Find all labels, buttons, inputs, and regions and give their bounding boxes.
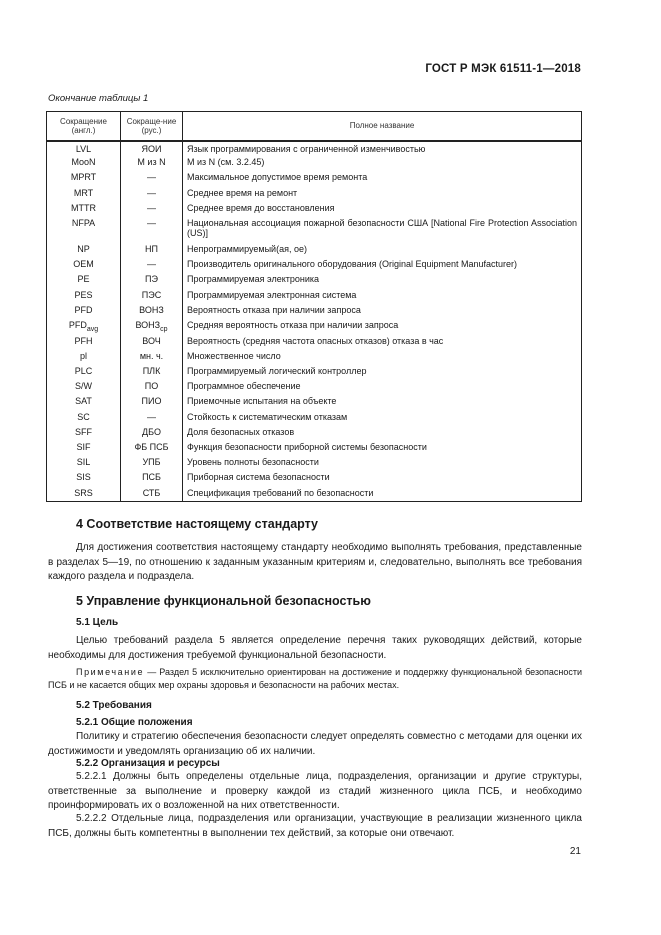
- cell-abbr-ru-text: ПЭС: [141, 289, 162, 300]
- cell-abbr-ru-text: ВОЧ: [142, 335, 161, 346]
- cell-abbr-en-text: PFD: [74, 304, 93, 315]
- header-full-name: Полное название: [183, 112, 582, 142]
- cell-abbr-ru: [121, 395, 183, 410]
- section-5-2-2-2-text: 5.2.2.2 Отдельные лица, подразделения или организации, участвующие в реализации жизненного цикла ПСБ, должны быть компетентны в выполнении тех действий, за которые они отвечают.: [48, 813, 582, 839]
- cell-abbr-en-text: SIS: [76, 472, 91, 483]
- cell-abbr-en-text: SFF: [75, 426, 92, 437]
- cell-abbr-en-subscript: avg: [86, 325, 99, 333]
- cell-abbr-en: [47, 258, 121, 273]
- table-row: [47, 141, 582, 156]
- cell-abbr-en: [47, 171, 121, 186]
- cell-abbr-ru-text: СТБ: [142, 487, 161, 498]
- table-row: [47, 441, 582, 456]
- cell-abbr-en-text: OEM: [73, 259, 94, 270]
- cell-abbr-ru-text: УПБ: [142, 457, 161, 468]
- cell-abbr-ru: [121, 217, 183, 243]
- cell-full-name-text: Множественное число: [187, 350, 281, 361]
- cell-full-name-text: Непрограммируемый(ая, ое): [187, 243, 307, 254]
- cell-abbr-en-text: PES: [74, 289, 93, 300]
- cell-full-name: [183, 304, 582, 319]
- cell-abbr-ru: [121, 365, 183, 380]
- cell-full-name-text: Стойкость к систематическим отказам: [187, 411, 348, 422]
- cell-full-name: [183, 411, 582, 426]
- table-row: [47, 380, 582, 395]
- cell-abbr-en: [47, 350, 121, 365]
- table-row: [47, 426, 582, 441]
- cell-full-name-text: Программное обеспечение: [187, 381, 301, 392]
- cell-full-name: [183, 395, 582, 410]
- section-4-text: Для достижения соответствия настоящему стандарту необходимо выполнять требования, представленные в разделах 5—19, по отношению к заданным указанным критериям и, следовательно, выполнять все требования каждого раздела и подраздела.: [48, 542, 582, 582]
- cell-abbr-ru-text: ПСБ: [142, 472, 161, 483]
- cell-abbr-ru: [121, 187, 183, 202]
- cell-abbr-en-text: SAT: [75, 396, 92, 407]
- cell-abbr-ru-text: —: [147, 202, 156, 213]
- cell-full-name-text: Приборная система безопасности: [187, 472, 330, 483]
- header-abbr-ru: Сокраще-ние (рус.): [121, 112, 183, 142]
- cell-abbr-en-text: S/W: [75, 381, 92, 392]
- cell-full-name-text: Уровень полноты безопасности: [187, 457, 319, 468]
- table-row: [47, 258, 582, 273]
- cell-full-name-text: Спецификация требований по безопасности: [187, 487, 374, 498]
- cell-abbr-en: [47, 380, 121, 395]
- section-5-2-title: 5.2 Требования: [76, 700, 152, 711]
- note-label: Примечание: [76, 667, 145, 677]
- cell-abbr-ru-text: —: [147, 172, 156, 183]
- cell-abbr-en: [47, 156, 121, 171]
- cell-abbr-en: [47, 395, 121, 410]
- cell-full-name: [183, 217, 582, 243]
- table-body: [47, 141, 582, 502]
- cell-full-name-text: Доля безопасных отказов: [187, 426, 295, 437]
- cell-full-name: [183, 258, 582, 273]
- cell-abbr-ru-text: ПЛК: [142, 366, 161, 377]
- cell-abbr-en-text: SC: [77, 411, 90, 422]
- cell-full-name: [183, 273, 582, 288]
- table-row: [47, 304, 582, 319]
- cell-full-name: [183, 487, 582, 502]
- cell-abbr-en-text: PLC: [74, 366, 93, 377]
- cell-full-name: [183, 456, 582, 471]
- cell-full-name-text: Производитель оригинального оборудования (Original Equipment Manufacturer): [187, 259, 518, 270]
- cell-full-name: [183, 319, 582, 335]
- cell-abbr-ru: [121, 350, 183, 365]
- cell-abbr-ru-text: ВОНЗ: [139, 304, 164, 315]
- table-row: [47, 273, 582, 288]
- cell-abbr-ru: [121, 304, 183, 319]
- cell-abbr-en: [47, 411, 121, 426]
- cell-full-name-text: M из N (см. 3.2.45): [187, 157, 265, 168]
- cell-abbr-en: [47, 141, 121, 156]
- cell-abbr-ru-text: мн. ч.: [139, 350, 164, 361]
- table-row: [47, 365, 582, 380]
- cell-full-name-text: Вероятность (средняя частота опасных отказов) отказа в час: [187, 335, 444, 346]
- note: [48, 666, 582, 692]
- cell-abbr-ru: [121, 487, 183, 502]
- cell-abbr-ru-text: ПО: [144, 381, 159, 392]
- table-row: [47, 171, 582, 186]
- cell-abbr-ru-text: —: [147, 217, 156, 228]
- cell-abbr-en: [47, 202, 121, 217]
- section-5-2-1-text: Политику и стратегию обеспечения безопасности следует определять совместно с методами для оценки их достижимости и уведомлять организацию об их наличии.: [48, 731, 582, 757]
- standard-header: ГОСТ Р МЭК 61511-1—2018: [425, 63, 581, 75]
- cell-abbr-ru: [121, 289, 183, 304]
- cell-abbr-ru-subscript: ср: [160, 325, 168, 333]
- cell-abbr-en: [47, 426, 121, 441]
- cell-abbr-en: [47, 319, 121, 335]
- cell-abbr-ru-text: —: [147, 187, 156, 198]
- cell-abbr-ru-text: ЯОИ: [141, 144, 162, 154]
- cell-abbr-en-text: SRS: [74, 487, 93, 498]
- cell-full-name-text: Средняя вероятность отказа при наличии запроса: [187, 319, 399, 330]
- cell-abbr-en-text: PFH: [74, 335, 93, 346]
- cell-abbr-en: [47, 456, 121, 471]
- table-row: [47, 456, 582, 471]
- cell-abbr-ru-text: M из N: [137, 157, 166, 168]
- cell-abbr-ru: [121, 471, 183, 486]
- cell-abbr-ru-text: —: [147, 411, 156, 422]
- cell-full-name: [183, 289, 582, 304]
- cell-full-name-text: Программируемая электронная система: [187, 289, 357, 300]
- cell-full-name: [183, 471, 582, 486]
- note-text: — Раздел 5 исключительно ориентирован на достижение и поддержку функциональной безопасности ПСБ и не касается общих мер охраны здоровья и безопасности на рабочих местах.: [48, 667, 582, 690]
- table-row: [47, 243, 582, 258]
- cell-abbr-ru: [121, 456, 183, 471]
- cell-abbr-ru: [121, 141, 183, 156]
- cell-abbr-ru: [121, 380, 183, 395]
- section-5-2-1-title: 5.2.1 Общие положения: [76, 717, 193, 728]
- cell-full-name-text: Программируемый логический контроллер: [187, 366, 367, 377]
- table-row: [47, 156, 582, 171]
- cell-abbr-ru: [121, 335, 183, 350]
- table-row: [47, 202, 582, 217]
- cell-full-name: [183, 335, 582, 350]
- table-row: [47, 319, 582, 335]
- table-caption: Окончание таблицы 1: [48, 93, 149, 104]
- table-row: [47, 335, 582, 350]
- cell-full-name: [183, 365, 582, 380]
- cell-abbr-ru-text: ДБО: [142, 426, 161, 437]
- cell-abbr-ru: [121, 426, 183, 441]
- cell-full-name: [183, 187, 582, 202]
- header-abbr-en: Сокращение (англ.): [47, 112, 121, 142]
- cell-full-name: [183, 426, 582, 441]
- cell-full-name: [183, 156, 582, 171]
- cell-full-name-text: Среднее время на ремонт: [187, 187, 298, 198]
- cell-abbr-en-text: PFD: [68, 319, 87, 330]
- section-5-1-text: Целью требований раздела 5 является определение перечня таких руководящих действий, которые необходимы для достижения требуемой функциональной безопасности.: [48, 635, 582, 661]
- cell-abbr-ru: [121, 156, 183, 171]
- cell-abbr-en: [47, 273, 121, 288]
- cell-full-name: [183, 243, 582, 258]
- cell-full-name-text: Вероятность отказа при наличии запроса: [187, 304, 361, 315]
- cell-abbr-en-text: MooN: [71, 157, 96, 168]
- cell-abbr-en-text: SIF: [76, 442, 91, 453]
- cell-abbr-ru-text: ФБ ПСБ: [134, 442, 169, 453]
- table-row: [47, 411, 582, 426]
- cell-abbr-ru: [121, 441, 183, 456]
- cell-full-name-text: Приемочные испытания на объекте: [187, 396, 337, 407]
- cell-abbr-en: [47, 471, 121, 486]
- section-4-title: 4 Соответствие настоящему стандарту: [76, 517, 318, 531]
- cell-abbr-en: [47, 365, 121, 380]
- cell-full-name-text: Национальная ассоциация пожарной безопасности США [National Fire Protection Association (US)]: [187, 217, 577, 239]
- cell-abbr-en: [47, 289, 121, 304]
- cell-abbr-ru: [121, 258, 183, 273]
- cell-full-name-text: Максимальное допустимое время ремонта: [187, 172, 368, 183]
- cell-abbr-ru-text: НП: [145, 243, 158, 254]
- cell-abbr-en: [47, 335, 121, 350]
- cell-full-name-text: Программируемая электроника: [187, 274, 320, 285]
- cell-abbr-en-text: MTTR: [71, 202, 96, 213]
- cell-abbr-ru-text: ПЭ: [145, 274, 158, 285]
- cell-abbr-ru: [121, 202, 183, 217]
- table-row: [47, 471, 582, 486]
- cell-full-name-text: Среднее время до восстановления: [187, 202, 335, 213]
- cell-abbr-en: [47, 187, 121, 202]
- cell-abbr-en: [47, 304, 121, 319]
- table-row: [47, 217, 582, 243]
- abbreviations-table: [46, 111, 582, 502]
- cell-abbr-en: [47, 217, 121, 243]
- table-row: [47, 350, 582, 365]
- cell-abbr-en: [47, 243, 121, 258]
- cell-abbr-en-text: NP: [77, 243, 90, 254]
- cell-abbr-en-text: pl: [79, 350, 87, 361]
- cell-abbr-ru: [121, 243, 183, 258]
- page-number: 21: [569, 846, 581, 857]
- table-row: [47, 487, 582, 502]
- cell-abbr-ru: [121, 171, 183, 186]
- cell-full-name-text: Язык программирования с ограниченной изменчивостью: [187, 144, 426, 154]
- cell-full-name: [183, 171, 582, 186]
- cell-full-name: [183, 202, 582, 217]
- cell-abbr-en-text: LVL: [75, 144, 92, 154]
- cell-abbr-ru-text: ПИО: [141, 396, 162, 407]
- cell-abbr-en-text: PE: [77, 274, 90, 285]
- cell-full-name: [183, 141, 582, 156]
- cell-abbr-ru: [121, 273, 183, 288]
- table-row: [47, 187, 582, 202]
- cell-full-name: [183, 441, 582, 456]
- cell-abbr-en-text: MPRT: [70, 172, 97, 183]
- table-row: [47, 395, 582, 410]
- cell-abbr-en-text: SIL: [76, 457, 91, 468]
- cell-abbr-en: [47, 487, 121, 502]
- cell-full-name: [183, 380, 582, 395]
- table-row: [47, 289, 582, 304]
- cell-abbr-en-text: MRT: [73, 187, 94, 198]
- section-5-1-title: 5.1 Цель: [76, 617, 119, 628]
- section-5-2-2-title: 5.2.2 Организация и ресурсы: [76, 758, 220, 769]
- section-5-2-2-1-text: 5.2.2.1 Должны быть определены отдельные лица, подразделения, организации и другие структуры, ответственные за выполнение и проверку каждой из стадий жизненного цикла ПСБ, и необходимо проинформировать их о возложенной на них ответственности.: [48, 771, 582, 811]
- section-5-title: 5 Управление функциональной безопасностью: [76, 594, 371, 608]
- cell-full-name-text: Функция безопасности приборной системы безопасности: [187, 442, 427, 453]
- cell-abbr-ru-text: —: [147, 259, 156, 270]
- cell-abbr-en-text: NFPA: [71, 217, 96, 228]
- table-header-row: [47, 112, 582, 142]
- cell-full-name: [183, 350, 582, 365]
- cell-abbr-ru: [121, 319, 183, 335]
- cell-abbr-ru: [121, 411, 183, 426]
- cell-abbr-en: [47, 441, 121, 456]
- cell-abbr-ru-text: ВОНЗ: [135, 319, 161, 330]
